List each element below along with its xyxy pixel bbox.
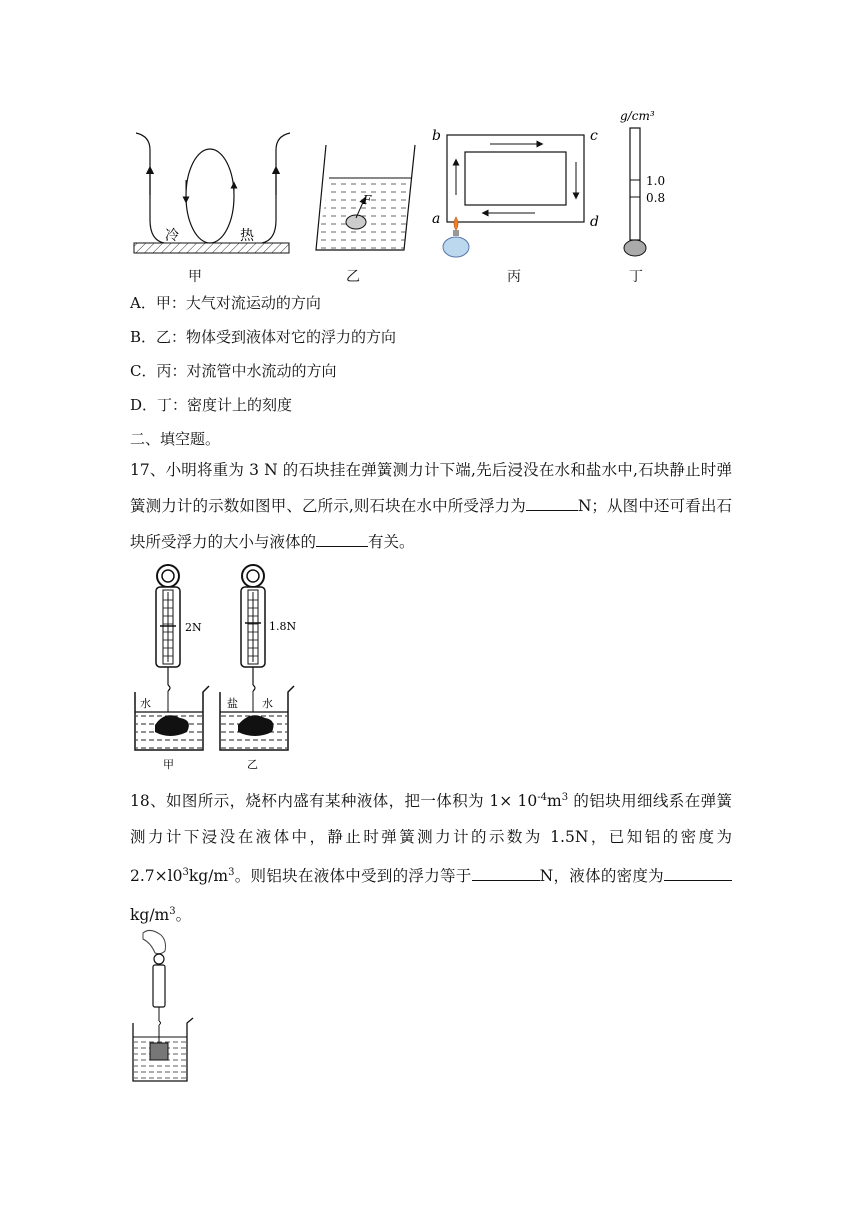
reading-left: 2N	[185, 621, 202, 634]
spring-scale-figure	[125, 560, 315, 775]
convection-diagram-jia	[134, 133, 290, 253]
option-c: C．丙：对流管中水流动的方向	[130, 362, 337, 380]
flame-icon	[454, 217, 458, 230]
hand-icon	[143, 930, 166, 953]
caption-jia: 甲	[188, 269, 202, 285]
caption-ding: 丁	[629, 269, 643, 285]
section-title: 二、填空题。	[130, 430, 221, 448]
tick-1-0: 1.0	[646, 174, 666, 188]
force-label: F	[363, 193, 372, 207]
hot-label: 热	[240, 228, 254, 244]
blank-17-1[interactable]	[526, 494, 578, 511]
question-18: 18、如图所示，烧杯内盛有某种液体，把一体积为 $1\times 10^{-4}m^3$ 的铝块用细线系在弹簧测力计下浸没在液体中，静止时弹簧测力计的示数为 1.5N，已知铝的密度为 $2.7\times l0^3kg/m^3$。则铝块在液体中受到的浮力等于 N，液体的密度为 $kg/m^3$。	[130, 792, 732, 925]
blank-18-1[interactable]	[472, 864, 540, 881]
alcohol-lamp-icon	[443, 237, 469, 257]
beaker-right	[220, 686, 294, 750]
hydrometer-ding	[620, 109, 665, 256]
spring-scale-left	[156, 565, 202, 712]
cold-label: 冷	[165, 228, 179, 244]
convection-tube-bing	[432, 128, 599, 257]
corner-d: d	[590, 214, 599, 230]
spring-scale-right	[241, 565, 296, 712]
reading-right: 1.8N	[269, 620, 297, 633]
corner-a: a	[432, 211, 441, 227]
caption-yi: 乙	[346, 269, 360, 285]
option-a: A．甲：大气对流运动的方向	[130, 294, 321, 312]
option-d: D．丁：密度计上的刻度	[130, 396, 293, 414]
aluminum-block-figure	[125, 925, 205, 1085]
option-b: B．乙：物体受到液体对它的浮力的方向	[130, 328, 397, 346]
tilted-beaker-yi	[316, 145, 415, 250]
caption-bing: 丙	[507, 269, 521, 285]
corner-b: b	[432, 128, 441, 144]
question-17: 17、小明将重为 3 N 的石块挂在弹簧测力计下端,先后浸没在水和盐水中,石块静止时弹簧测力计的示数如图甲、乙所示,则石块在水中所受浮力为 N；从图中还可看出石块所受浮力的大小与液体的 有关。	[130, 461, 732, 551]
liquid-left: 水	[140, 697, 151, 710]
caption-right: 乙	[247, 758, 258, 771]
liquid-right-1: 盐	[227, 697, 238, 710]
blank-17-2[interactable]	[316, 530, 368, 547]
caption-left: 甲	[163, 758, 174, 771]
aluminum-block	[150, 1043, 168, 1060]
blank-18-2[interactable]	[664, 864, 732, 881]
hydrometer-unit: g/cm³	[620, 109, 655, 123]
figure-row-top	[0, 100, 860, 290]
corner-c: c	[590, 128, 598, 144]
beaker-left	[135, 686, 209, 750]
liquid-right-2: 水	[262, 697, 273, 710]
tick-0-8: 0.8	[646, 191, 666, 205]
